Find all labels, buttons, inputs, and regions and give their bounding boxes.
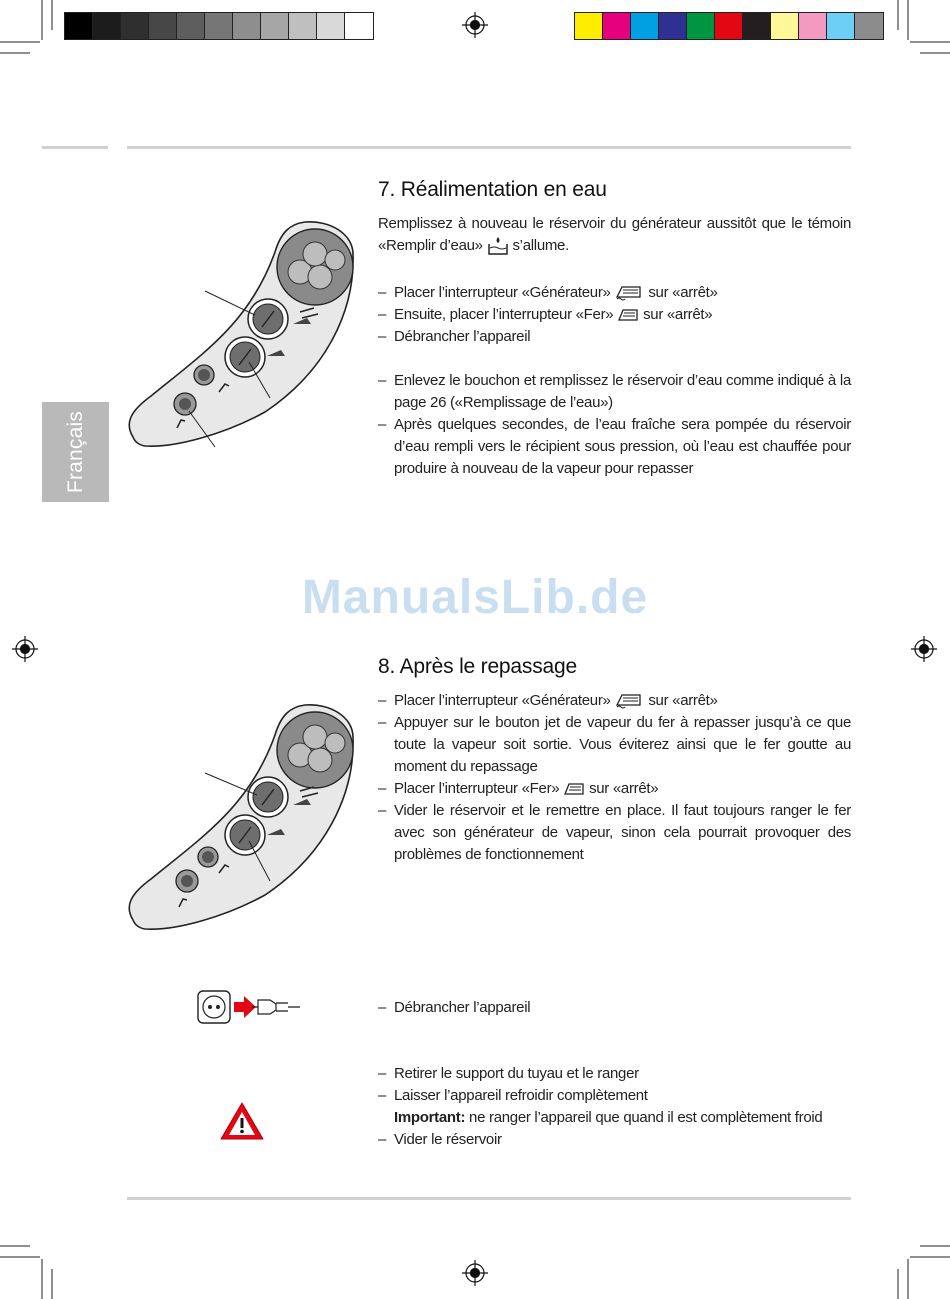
section-8-steps (378, 690, 851, 866)
iron-switch-icon (225, 337, 265, 377)
list-item: – Après quelques secondes, de l’eau fraîche sera pompée du réservoir d’eau rempli vers le récipient sous pression, où l’eau est chauffée pour produire à nouveau de la vapeur pour repasser (378, 414, 851, 480)
last-step (378, 1129, 851, 1151)
indicator-lamp-icon (198, 847, 218, 867)
footer-rule (127, 1197, 851, 1200)
control-panel-illustration-2 (115, 695, 375, 940)
header-rule (127, 146, 851, 149)
language-tab (42, 402, 109, 502)
warning-icon (218, 1100, 266, 1142)
iron-switch-icon (225, 815, 265, 855)
process-swatch (659, 13, 687, 39)
iron-icon (617, 307, 639, 323)
important-label: Important: (394, 1109, 466, 1126)
temperature-dial-icon (277, 229, 353, 305)
indicator-lamp-icon (174, 393, 196, 415)
process-swatch (575, 13, 603, 39)
process-swatch (715, 13, 743, 39)
header-rule-left (42, 146, 108, 149)
grayscale-swatch (177, 13, 205, 39)
registration-mark-left-icon (12, 636, 38, 662)
section-7-steps-b (378, 370, 851, 480)
registration-mark-right-icon (911, 636, 937, 662)
watermark: ManualsLib.de (301, 571, 649, 624)
process-swatch (799, 13, 827, 39)
section-7-title: 7. Réalimentation en eau (378, 178, 607, 201)
generator-switch-icon (248, 299, 288, 339)
language-label: Français (63, 410, 87, 494)
grayscale-swatch (289, 13, 317, 39)
list-item: – Laisser l’appareil refroidir complètement (378, 1085, 851, 1107)
grayscale-swatch (261, 13, 289, 39)
section-7-intro: Remplissez à nouveau le réservoir du générateur aussitôt que le témoin «Remplir d’eau» s’allume. (378, 213, 851, 257)
steam-generator-icon (614, 691, 644, 711)
grayscale-swatch (345, 13, 373, 39)
generator-switch-icon (248, 777, 288, 817)
grayscale-swatch (93, 13, 121, 39)
process-swatch (855, 13, 883, 39)
final-steps (378, 1063, 851, 1107)
temperature-dial-icon (277, 712, 353, 788)
list-item: – Vider le réservoir (378, 1129, 851, 1151)
list-item: – Enlevez le bouchon et remplissez le réservoir d’eau comme indiqué à la page 26 («Remplissage de l’eau») (378, 370, 851, 414)
list-item: – Retirer le support du tuyau et le ranger (378, 1063, 851, 1085)
registration-mark-top-icon (462, 12, 488, 38)
grayscale-swatch (205, 13, 233, 39)
process-swatch (771, 13, 799, 39)
registration-mark-bottom-icon (462, 1260, 488, 1286)
important-note: Important: ne ranger l’appareil que quand il est complètement froid (394, 1109, 823, 1126)
grayscale-swatch (65, 13, 93, 39)
list-item: – Appuyer sur le bouton jet de vapeur du fer à repasser jusqu’à ce que toute la vapeur soit sortie. Vous éviterez ainsi que le fer goutte au moment du repassage (378, 712, 851, 778)
process-swatch (687, 13, 715, 39)
indicator-lamp-icon (176, 870, 198, 892)
fill-water-indicator-icon (487, 236, 509, 256)
process-swatch (743, 13, 771, 39)
grayscale-color-bar (64, 12, 374, 40)
control-panel-illustration-1 (115, 212, 375, 457)
section-7-steps-a (378, 282, 851, 348)
indicator-lamp-icon (194, 365, 214, 385)
list-item: – Placer l’interrupteur «Générateur» sur «arrêt» (378, 282, 851, 304)
list-item: – Vider le réservoir et le remettre en place. Il faut toujours ranger le fer avec son générateur de vapeur, sinon cela pourrait provoquer des problèmes de fonctionnement (378, 800, 851, 866)
grayscale-swatch (317, 13, 345, 39)
unplug-step (378, 997, 851, 1019)
grayscale-swatch (149, 13, 177, 39)
process-swatch (603, 13, 631, 39)
list-item: – Placer l’interrupteur «Fer» sur «arrêt» (378, 778, 851, 800)
process-swatch (631, 13, 659, 39)
list-item: – Ensuite, placer l’interrupteur «Fer» sur «arrêt» (378, 304, 851, 326)
process-color-bar (574, 12, 884, 40)
process-swatch (827, 13, 855, 39)
list-item: – Placer l’interrupteur «Générateur» sur «arrêt» (378, 690, 851, 712)
section-8-title: 8. Après le repassage (378, 655, 577, 678)
list-item: – Débrancher l’appareil (378, 997, 851, 1019)
iron-icon (563, 781, 585, 797)
grayscale-swatch (233, 13, 261, 39)
unplug-icon (196, 988, 308, 1028)
list-item: – Débrancher l’appareil (378, 326, 851, 348)
grayscale-swatch (121, 13, 149, 39)
steam-generator-icon (614, 283, 644, 303)
